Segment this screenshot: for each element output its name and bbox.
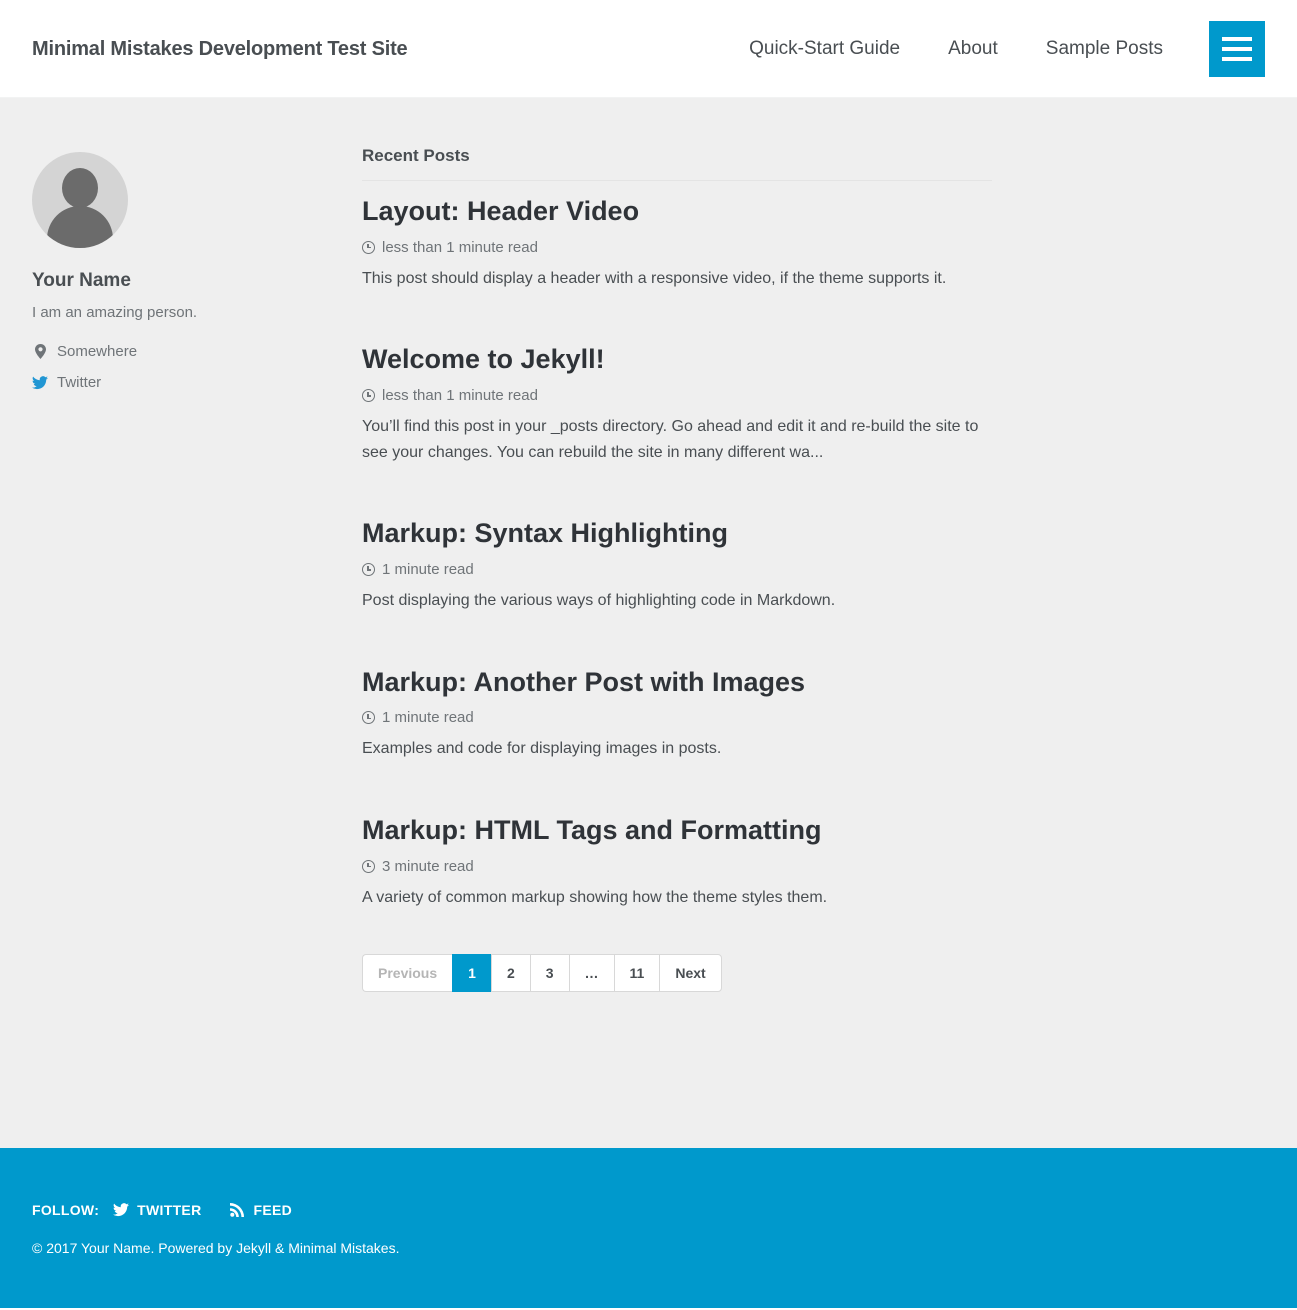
pagination-ellipsis: …	[569, 954, 614, 992]
author-link-label[interactable]: Twitter	[57, 374, 102, 391]
clock-icon	[362, 860, 375, 873]
main-content	[332, 146, 1032, 992]
hamburger-menu-icon[interactable]	[1209, 21, 1265, 77]
pagination-page-1[interactable]: 1	[452, 954, 491, 992]
author-link-twitter[interactable]	[32, 374, 332, 391]
post-item	[362, 666, 992, 762]
author-sidebar	[32, 146, 332, 405]
avatar-body-shape	[47, 206, 113, 248]
rss-feed-icon	[229, 1203, 245, 1217]
nav-item-about[interactable]: About	[948, 38, 998, 59]
footer-link-twitter[interactable]	[113, 1202, 201, 1218]
masthead-inner	[0, 0, 1297, 98]
author-name: Your Name	[32, 270, 131, 291]
clock-icon	[362, 563, 375, 576]
post-title-link[interactable]: Markup: Syntax Highlighting	[362, 518, 729, 549]
post-item	[362, 343, 992, 465]
hamburger-bar	[1222, 37, 1252, 41]
footer-link-label: FEED	[253, 1202, 293, 1218]
pagination-page-11[interactable]: 11	[614, 954, 660, 992]
pagination	[362, 954, 992, 992]
author-link-location[interactable]	[32, 343, 332, 360]
author-bio: I am an amazing person.	[32, 304, 198, 321]
post-excerpt: You’ll find this post in your _posts directory. Go ahead and edit it and re-build the site to see your changes. You can rebuild the site in many different wa...	[362, 418, 979, 461]
post-excerpt: Examples and code for displaying images in posts.	[362, 740, 722, 758]
post-item	[362, 517, 992, 613]
page-body	[0, 98, 1297, 1148]
pagination-previous: Previous	[362, 954, 452, 992]
clock-icon	[362, 711, 375, 724]
author-link-label: Somewhere	[57, 343, 138, 360]
twitter-icon	[32, 376, 48, 390]
footer-link-feed[interactable]	[229, 1202, 292, 1218]
post-meta	[362, 387, 992, 404]
hamburger-bar	[1222, 57, 1252, 61]
location-pin-icon	[32, 344, 48, 359]
nav-item-quick-start-guide[interactable]: Quick-Start Guide	[749, 38, 901, 59]
post-read-time: less than 1 minute read	[382, 387, 538, 405]
post-title	[362, 814, 992, 848]
post-title-link[interactable]: Layout: Header Video	[362, 196, 640, 226]
content-layout	[0, 146, 1297, 992]
post-meta	[362, 709, 992, 726]
follow-row	[32, 1202, 1265, 1218]
post-title	[362, 343, 992, 377]
post-meta	[362, 858, 992, 875]
post-title	[362, 666, 992, 700]
post-title	[362, 195, 992, 229]
nav-item-sample-posts[interactable]: Sample Posts	[1045, 38, 1163, 59]
site-footer	[0, 1148, 1297, 1308]
post-item	[362, 814, 992, 910]
clock-icon	[362, 389, 375, 402]
twitter-icon	[113, 1203, 129, 1217]
copyright-text: © 2017 Your Name. Powered by Jekyll & Minimal Mistakes.	[32, 1240, 400, 1256]
primary-navigation	[725, 21, 1265, 77]
archive-title: Recent Posts	[362, 146, 992, 181]
post-read-time: 3 minute read	[382, 857, 474, 875]
post-excerpt: A variety of common markup showing how the theme styles them.	[362, 888, 828, 906]
masthead	[0, 0, 1297, 98]
post-title	[362, 517, 992, 551]
footer-link-label: TWITTER	[137, 1202, 202, 1218]
post-item	[362, 195, 992, 291]
post-meta	[362, 239, 992, 256]
post-read-time: 1 minute read	[382, 709, 474, 727]
hamburger-bar	[1222, 47, 1252, 51]
clock-icon	[362, 241, 375, 254]
follow-label: FOLLOW:	[32, 1202, 100, 1218]
pagination-page-3[interactable]: 3	[530, 954, 569, 992]
author-links-list	[32, 343, 332, 391]
post-title-link[interactable]: Markup: Another Post with Images	[362, 666, 806, 697]
post-excerpt: Post displaying the various ways of highlighting code in Markdown.	[362, 592, 836, 610]
avatar-head-shape	[62, 168, 98, 208]
post-title-link[interactable]: Welcome to Jekyll!	[362, 344, 605, 375]
post-read-time: less than 1 minute read	[382, 238, 538, 256]
post-read-time: 1 minute read	[382, 561, 474, 579]
pagination-next[interactable]: Next	[659, 954, 721, 992]
avatar	[32, 152, 128, 248]
post-title-link[interactable]: Markup: HTML Tags and Formatting	[362, 814, 822, 845]
site-title[interactable]: Minimal Mistakes Development Test Site	[32, 37, 408, 60]
post-meta	[362, 561, 992, 578]
pagination-page-2[interactable]: 2	[491, 954, 530, 992]
post-excerpt: This post should display a header with a responsive video, if the theme supports it.	[362, 269, 947, 287]
